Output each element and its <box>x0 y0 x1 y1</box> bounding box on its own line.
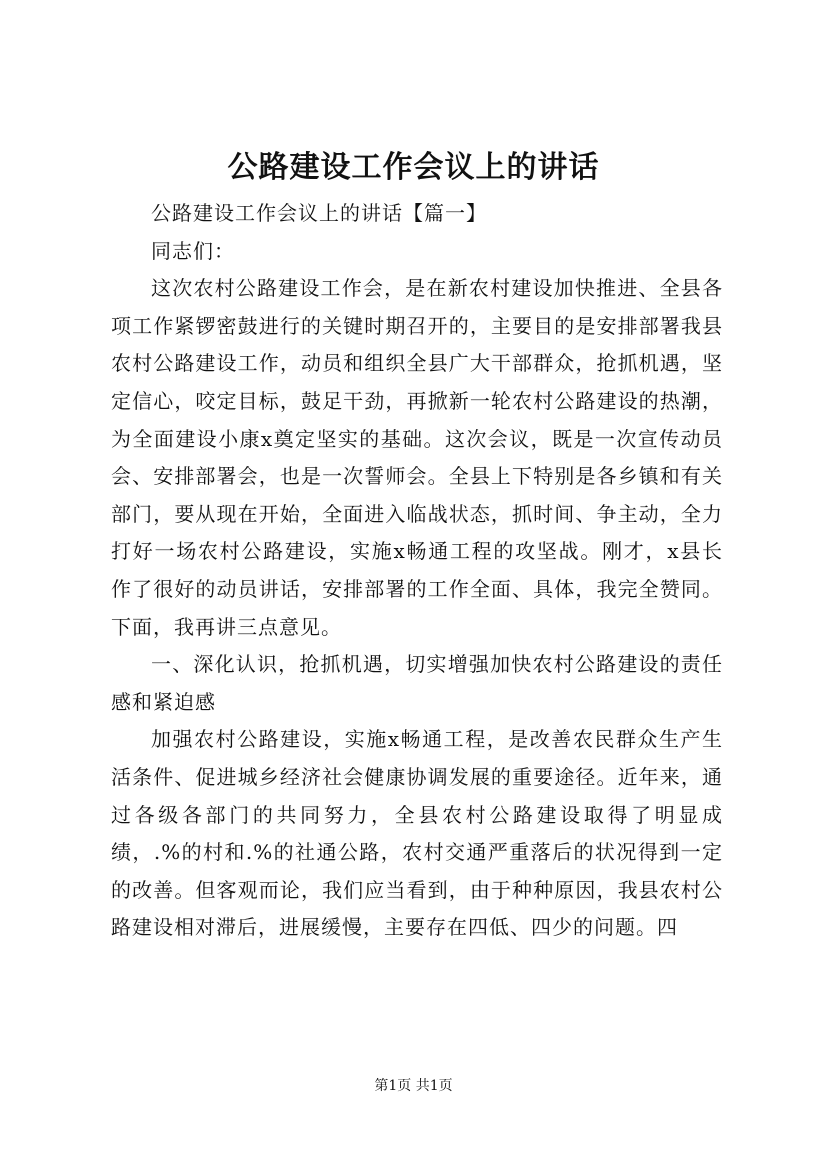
body-paragraph: 加强农村公路建设，实施x畅通工程，是改善农民群众生产生活条件、促进城乡经济社会健康协调发展的重要途径。近年来，通过各级各部门的共同努力，全县农村公路建设取得了明显成绩，.%的村和.%的社通公路，农村交通严重落后的状况得到一定的改善。但客观而论，我们应当看到，由于种种原因，我县农村公路建设相对滞后，进展缓慢，主要存在四低、四少的问题。四 <box>111 727 723 940</box>
body-paragraph: 这次农村公路建设工作会，是在新农村建设加快推进、全县各项工作紧锣密鼓进行的关键时期召开的，主要目的是安排部署我县农村公路建设工作，动员和组织全县广大干部群众，抢抓机遇，坚定信心，咬定目标，鼓足干劲，再掀新一轮农村公路建设的热潮，为全面建设小康x奠定坚实的基础。这次会议，既是一次宣传动员会、安排部署会，也是一次誓师会。全县上下特别是各乡镇和有关部门，要从现在开始，全面进入临战状态，抓时间、争主动，全力打好一场农村公路建设，实施x畅通工程的攻坚战。刚才，x县长作了很好的动员讲话，安排部署的工作全面、具体，我完全赞同。下面，我再讲三点意见。 <box>111 276 723 639</box>
document-body <box>111 195 723 947</box>
document-title: 公路建设工作会议上的讲话 <box>227 150 600 185</box>
page-footer: 第1页 共1页 <box>374 1078 453 1094</box>
subsection-heading: 一、深化认识，抢抓机遇，切实增强加快农村公路建设的责任感和紧迫感 <box>111 652 723 714</box>
salutation: 同志们： <box>151 238 235 263</box>
section-heading: 公路建设工作会议上的讲话【篇一】 <box>151 201 487 225</box>
